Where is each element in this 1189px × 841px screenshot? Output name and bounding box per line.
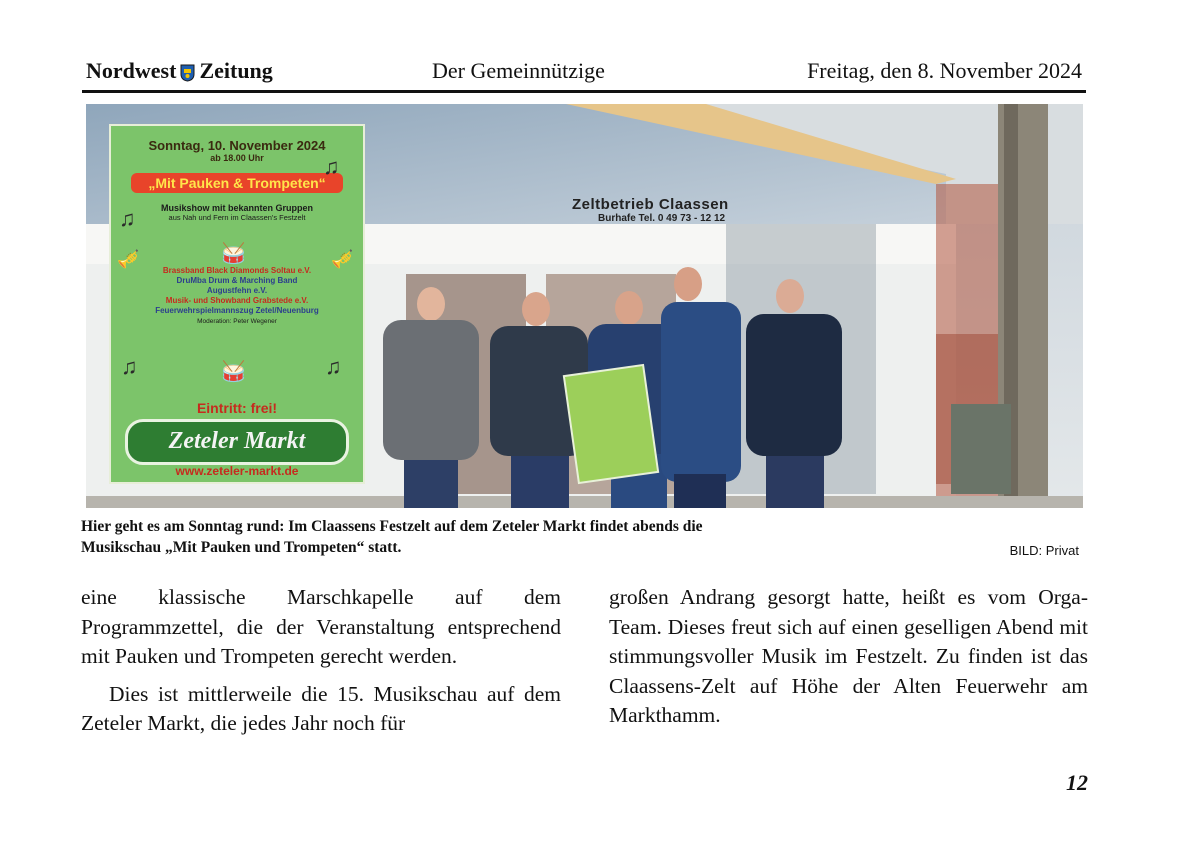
poster-time: ab 18.00 Uhr bbox=[210, 153, 264, 163]
header-rule bbox=[82, 90, 1086, 93]
drums-icon: 🥁 bbox=[221, 243, 246, 265]
section-title: Der Gemeinnützige bbox=[432, 58, 605, 83]
trumpet-icon: 🎺 bbox=[331, 249, 354, 269]
photo-caption bbox=[81, 516, 1088, 558]
tent-sign-name: Zeltbetrieb Claassen bbox=[572, 196, 729, 213]
caption-line-1: Hier geht es am Sonntag rund: Im Claassens Festzelt auf dem Zeteler Markt findet abends die bbox=[81, 518, 703, 535]
poster-band: Augustfehn e.V. bbox=[206, 286, 268, 295]
issue-date: Freitag, den 8. November 2024 bbox=[807, 58, 1082, 83]
masthead-left: Nordwest bbox=[86, 58, 177, 83]
poster-band: Brassband Black Diamonds Soltau e.V. bbox=[162, 266, 312, 275]
trumpet-icon: 🎺 bbox=[117, 249, 140, 269]
article-paragraph: Dies ist mittlerweile die 15. Musikschau auf dem Zeteler Markt, die jedes Jahr noch für bbox=[81, 681, 561, 735]
poster-band: Feuerwehrspielmannszug Zetel/Neuenburg bbox=[155, 306, 319, 315]
poster-moderation: Moderation: Peter Wegener bbox=[197, 318, 277, 325]
poster-logo: Zeteler Markt bbox=[125, 419, 349, 465]
caption-line-2: Musikschau „Mit Pauken und Trompeten“ statt. bbox=[81, 539, 402, 556]
poster-band: DruMba Drum & Marching Band bbox=[176, 276, 298, 285]
tent-sign bbox=[572, 196, 729, 224]
poster-band: Musik- und Showband Grabstede e.V. bbox=[165, 296, 309, 305]
poster-entry: Eintritt: frei! bbox=[196, 400, 278, 416]
article-paragraph: großen Andrang gesorgt hatte, heißt es vom Orga-Team. Dieses freut sich auf einen geselligen Abend mit stimmungsvoller Musik im Festzelt. Zu finden ist das Claassens-Zelt auf Höhe der Alten Feuerwehr am Markthamm. bbox=[609, 585, 1088, 727]
music-note-icon: ♫ bbox=[325, 354, 342, 379]
masthead bbox=[86, 58, 273, 84]
poster-title: „Mit Pauken & Trompeten“ bbox=[131, 173, 343, 193]
drums-icon: 🥁 bbox=[221, 361, 246, 383]
article-column-right bbox=[609, 583, 1088, 731]
page-number: 12 bbox=[1066, 770, 1088, 795]
poster-subtitle: Musikshow mit bekannten Gruppen bbox=[160, 203, 313, 213]
crest-icon bbox=[180, 62, 195, 80]
poster-date: Sonntag, 10. November 2024 bbox=[148, 138, 326, 153]
photo-credit: BILD: Privat bbox=[1009, 543, 1079, 558]
poster-url: www.zeteler-markt.de bbox=[175, 464, 299, 478]
poster-band-list bbox=[111, 266, 363, 325]
music-note-icon: ♫ bbox=[121, 354, 138, 379]
poster-subtitle-2: aus Nah und Fern im Claassen's Festzelt bbox=[168, 213, 306, 222]
masthead-right: Zeitung bbox=[199, 58, 273, 83]
music-note-icon: ♫ bbox=[323, 154, 340, 179]
music-note-icon: ♫ bbox=[119, 206, 136, 231]
event-poster bbox=[109, 124, 365, 484]
article-column-left bbox=[81, 583, 561, 739]
tent-sign-phone: Burhafe Tel. 0 49 73 - 12 12 bbox=[598, 213, 726, 224]
article-paragraph: eine klassische Marschkapelle auf dem Programmzettel, die der Veranstaltung entsprechend mit Pauken und Trompeten gerecht werden. bbox=[81, 585, 561, 668]
page-header bbox=[82, 56, 1086, 92]
